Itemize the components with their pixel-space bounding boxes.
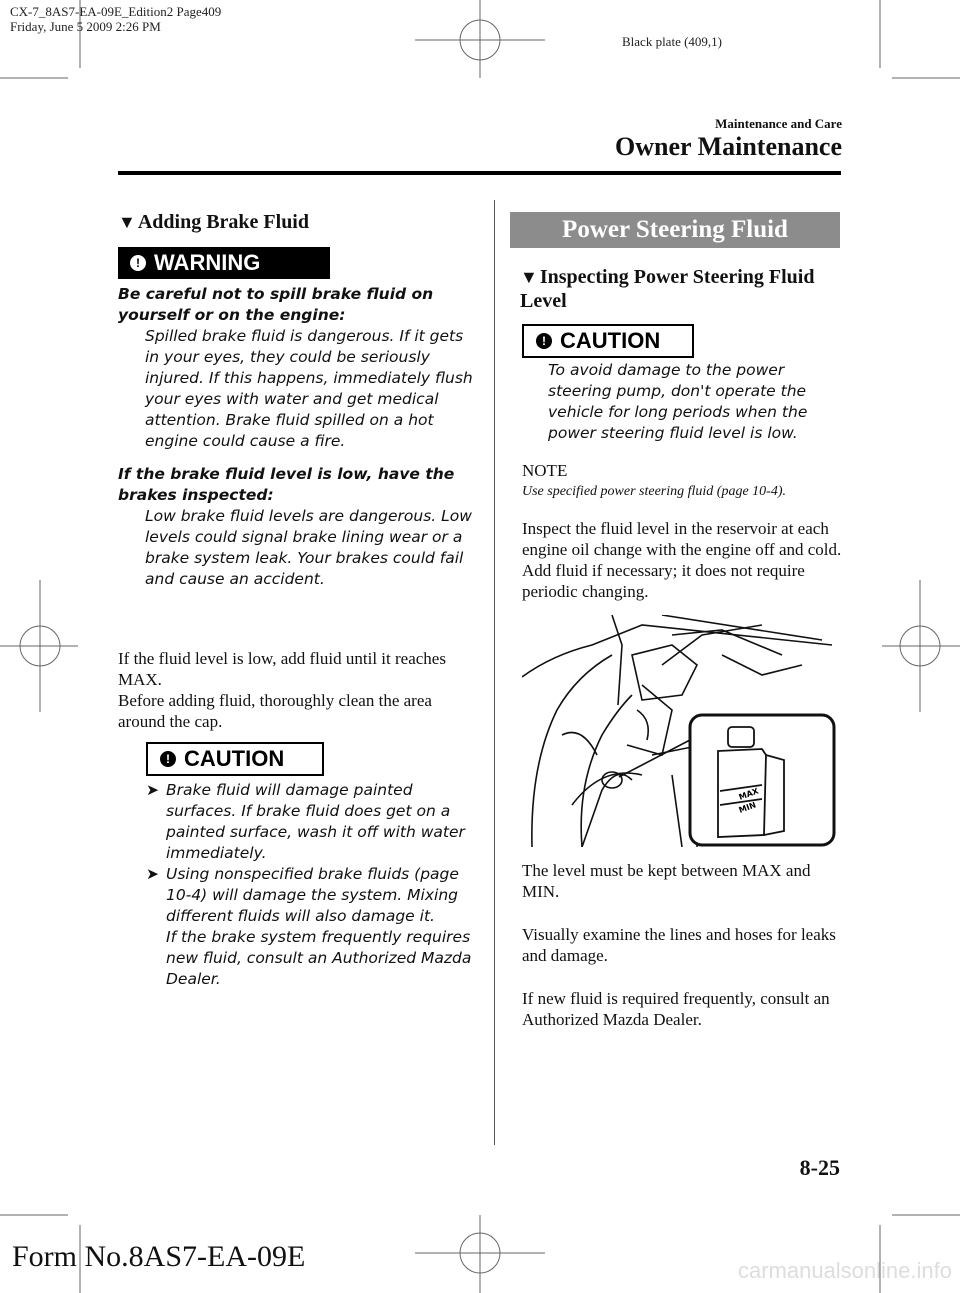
para-clean-cap: Before adding fluid, thoroughly clean the area around the cap. <box>118 691 432 731</box>
triangle-bullet-icon: ▼ <box>520 267 538 287</box>
header-rule <box>118 171 841 175</box>
caution-bullet-1: ➤ Brake fluid will damage painted surfaces. If brake fluid does get on a painted surface, wash it off with water immediately. <box>146 781 465 862</box>
para-consult-dealer: If new fluid is required frequently, consult an Authorized Mazda Dealer. <box>522 989 830 1029</box>
page-number: 8-25 <box>799 1155 840 1180</box>
warning-title-1: Be careful not to spill brake fluid on yourself or on the engine: <box>118 285 434 324</box>
note-text: Use specified power steering fluid (page 10-4). <box>522 484 787 499</box>
reservoir-illustration <box>522 615 840 847</box>
caution-list <box>146 780 478 990</box>
exclamation-icon: ! <box>160 751 176 767</box>
exclamation-icon: ! <box>130 255 146 271</box>
warning-text-1: Spilled brake fluid is dangerous. If it gets in your eyes, they could be seriously injured. If this happens, immediately flush your eyes with water and get medical attention. Brake fluid spilled on a hot engine could cause a fire. <box>145 327 473 450</box>
warning-title-2: If the brake fluid level is low, have the brakes inspected: <box>118 465 455 504</box>
warning-text-2: Low brake fluid levels are dangerous. Low levels could signal brake lining wear or a brake system leak. Your brakes could fail and cause an accident. <box>145 507 472 588</box>
para-inspect-level: Inspect the fluid level in the reservoir at each engine oil change with the engine off and cold. Add fluid if necessary; it does not require periodic changing. <box>522 519 842 601</box>
para-add-fluid: If the fluid level is low, add fluid until it reaches MAX. <box>118 649 446 689</box>
section-bar-power-steering: Power Steering Fluid <box>510 212 840 248</box>
caution-bullet-2-extra: If the brake system frequently requires new fluid, consult an Authorized Mazda Dealer. <box>166 928 472 988</box>
arrow-bullet-icon: ➤ <box>146 781 159 799</box>
note-label: NOTE <box>522 461 568 480</box>
column-divider <box>494 200 495 1145</box>
max-label: MAX <box>737 786 760 802</box>
file-line-2: Friday, June 5 2009 2:26 PM <box>10 19 161 34</box>
para-level-between: The level must be kept between MAX and MIN. <box>522 861 811 901</box>
heading-adding-brake-fluid: ▼ Adding Brake Fluid <box>118 211 309 233</box>
file-line-1: CX-7_8AS7-EA-09E_Edition2 Page409 <box>10 4 222 19</box>
warning-block <box>118 284 478 590</box>
heading-inspecting-ps-fluid: ▼ Inspecting Power Steering Fluid Level <box>520 266 815 312</box>
section-subtitle: Maintenance and Care <box>715 116 842 131</box>
caution-badge-left: ! CAUTION <box>146 742 324 776</box>
triangle-bullet-icon: ▼ <box>118 212 136 232</box>
exclamation-icon: ! <box>536 333 552 349</box>
watermark: carmanualsonline.info <box>737 1258 952 1283</box>
warning-badge: ! WARNING <box>118 247 330 279</box>
arrow-bullet-icon: ➤ <box>146 865 159 883</box>
min-label: MIN <box>737 800 758 815</box>
left-column <box>118 210 478 234</box>
left-paragraphs <box>118 648 478 732</box>
caution-text-right: To avoid damage to the power steering pump, don't operate the vehicle for long periods when the power steering fluid level is low. <box>548 361 808 442</box>
form-number: Form No.8AS7-EA-09E <box>12 1240 306 1273</box>
caution-badge-right: ! CAUTION <box>522 324 694 358</box>
caution-bullet-2: ➤ Using nonspecified brake fluids (page 10-4) will damage the system. Mixing different fluids will also damage it. <box>146 865 459 925</box>
plate-label: Black plate (409,1) <box>622 34 722 49</box>
para-examine-lines: Visually examine the lines and hoses for leaks and damage. <box>522 925 836 965</box>
print-file-info <box>10 4 221 34</box>
section-title: Owner Maintenance <box>615 132 842 161</box>
